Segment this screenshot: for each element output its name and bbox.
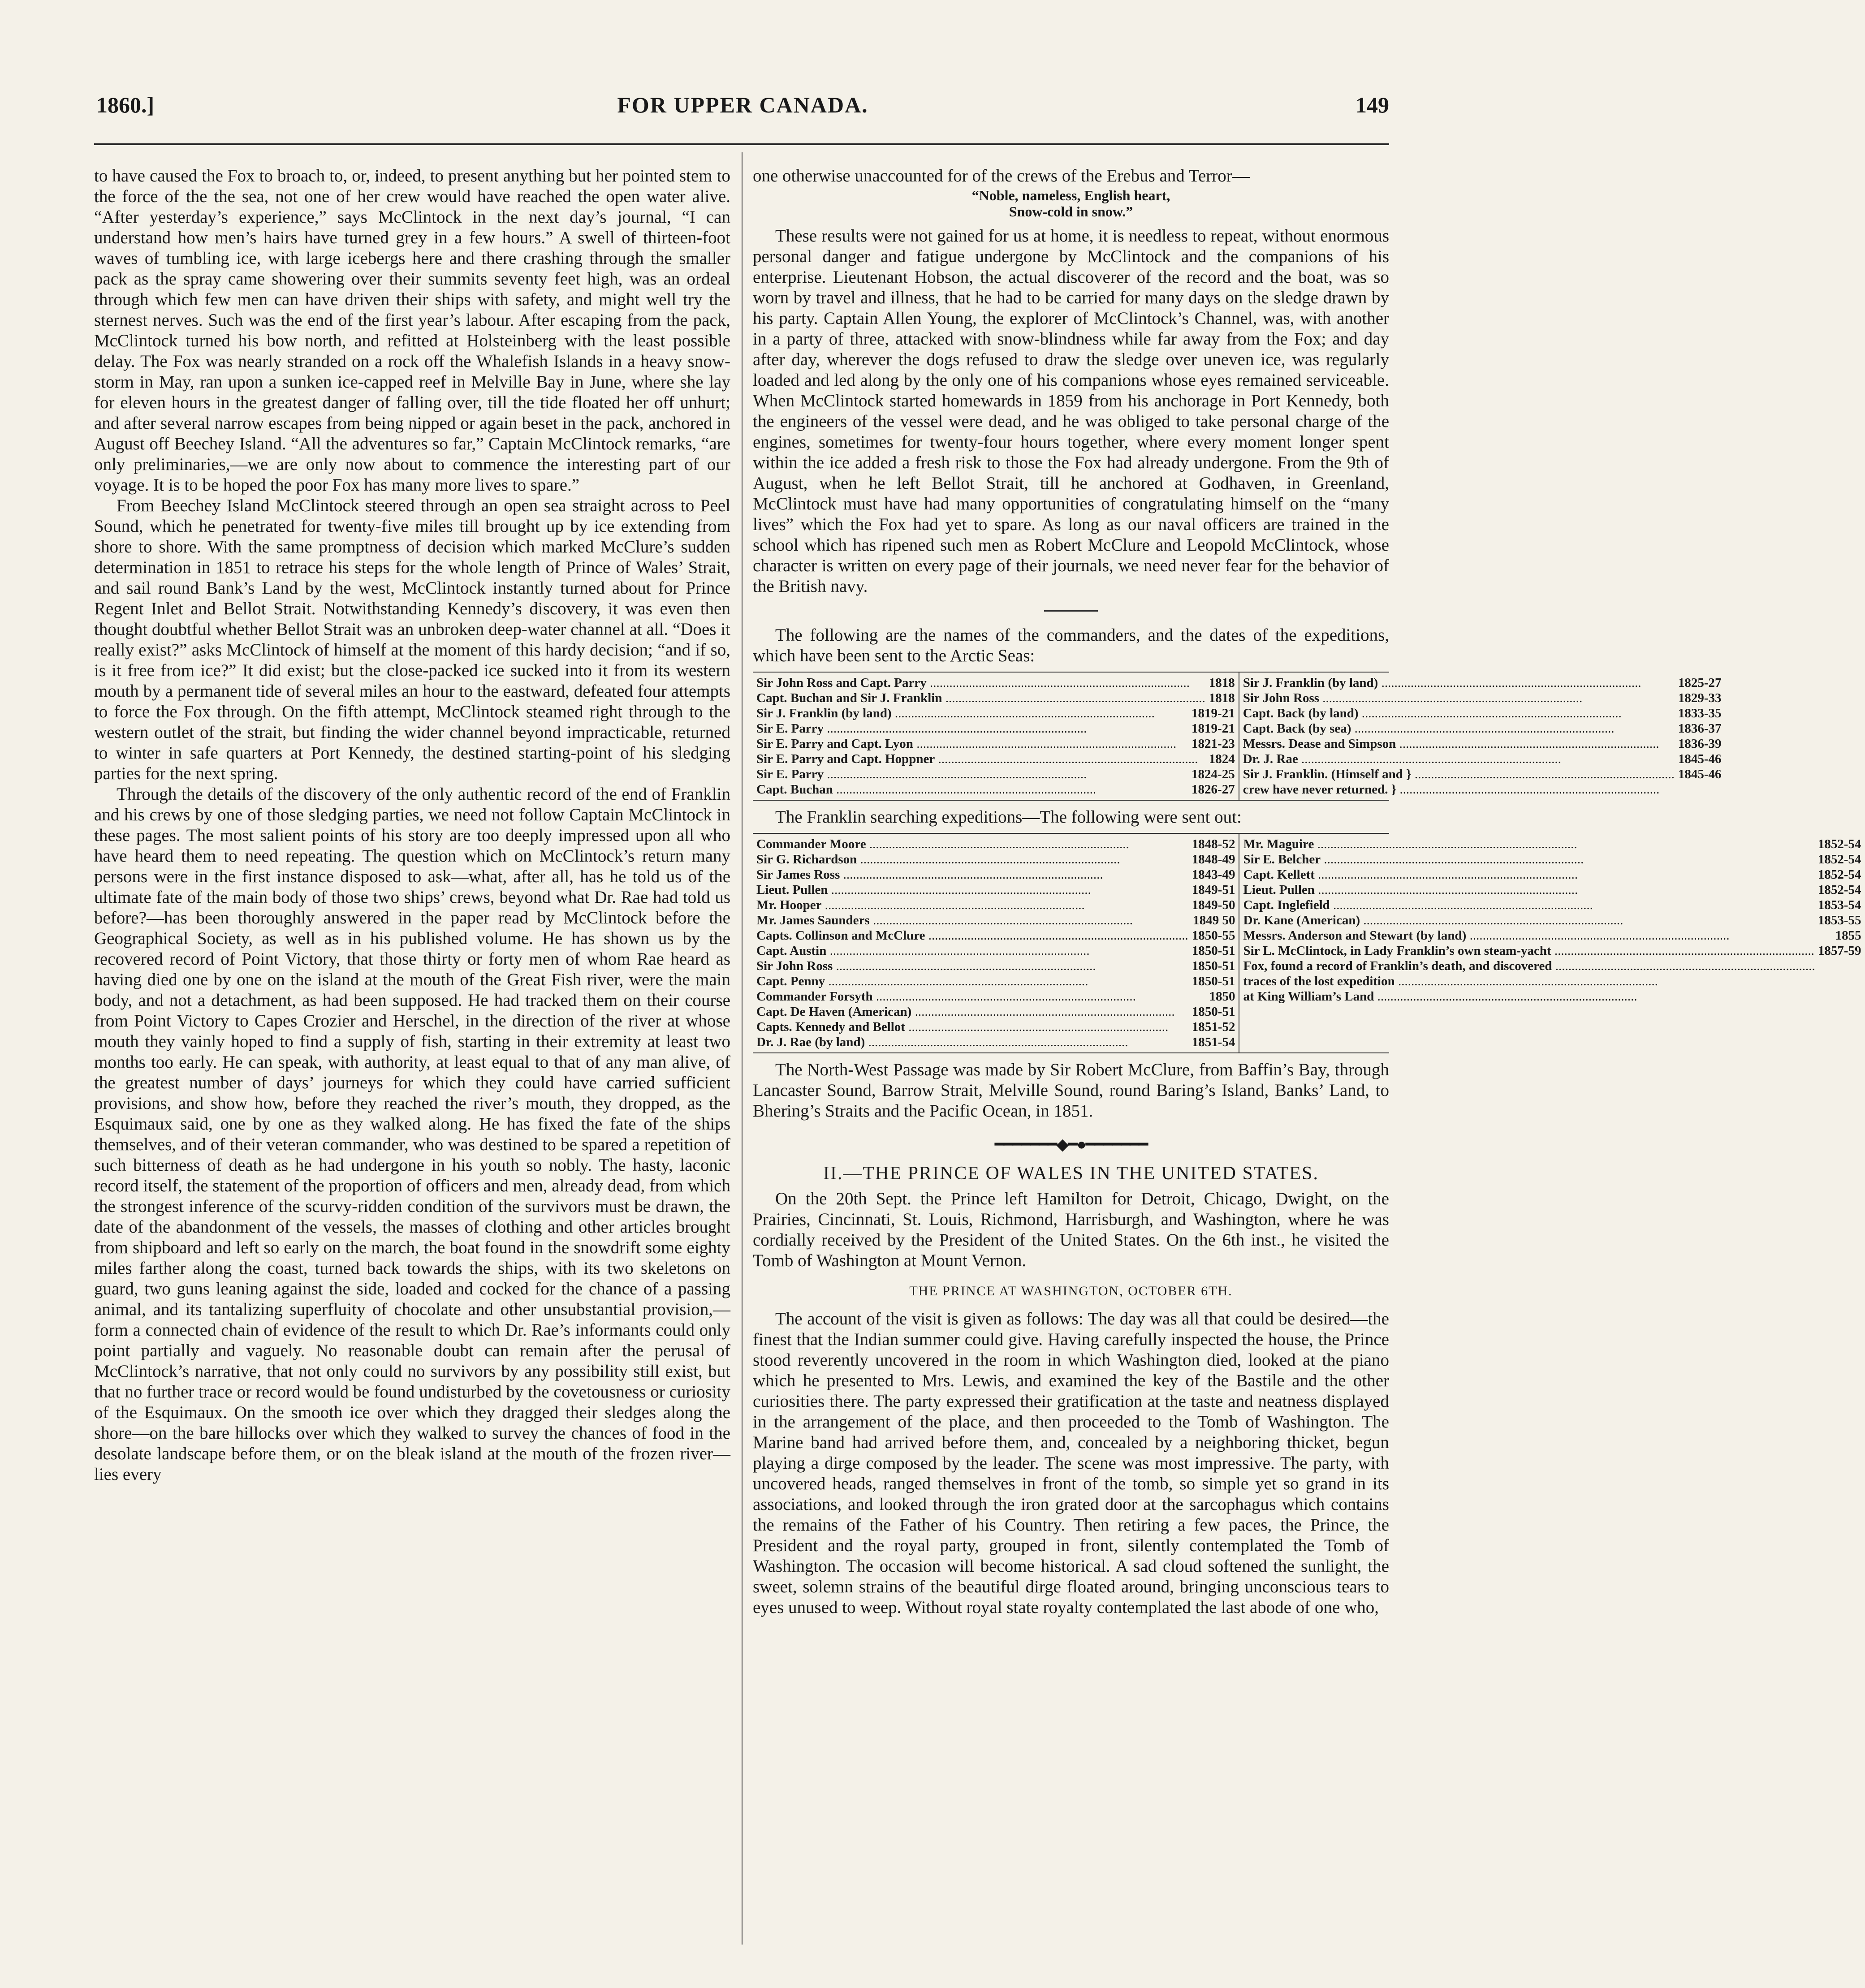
commander-name: Mr. James Saunders .....: [756, 913, 1189, 928]
table-row: [756, 1035, 1235, 1050]
table-column-right: [1239, 834, 1865, 1052]
paragraph-section-intro: On the 20th Sept. the Prince left Hamilton for Detroit, Chicago, Dwight, on the Prairies, Cincinnati, St. Louis, Richmond, Harrisburgh, and Washington, where he was cordially received by the President of the United States. On the 6th inst., he visited the Tomb of Washington at Mount Vernon.: [753, 1189, 1389, 1270]
table-column-right: [1239, 673, 1725, 800]
table-row: [756, 1004, 1235, 1019]
table-row: [756, 751, 1235, 767]
commander-name: Mr. Maguire .....: [1243, 837, 1814, 852]
table-row: [756, 675, 1235, 690]
table-row: [1243, 852, 1861, 867]
commander-name: Sir E. Parry .....: [756, 767, 1188, 782]
commander-name: Sir John Ross and Capt. Parry .....: [756, 675, 1205, 690]
table-row: [1243, 675, 1722, 690]
table-row: [756, 974, 1235, 989]
table-row: [756, 690, 1235, 706]
expedition-years: 1818: [1209, 691, 1235, 705]
expedition-years: 1849-50: [1192, 898, 1235, 912]
table-column-left: [753, 673, 1239, 800]
commander-name: Lieut. Pullen .....: [1243, 882, 1814, 897]
commander-name: Dr. Kane (American) .....: [1243, 913, 1814, 928]
table-row: [1243, 882, 1861, 897]
commander-name: Dr. J. Rae .....: [1243, 751, 1675, 767]
section-heading: II.—THE PRINCE OF WALES IN THE UNITED STATES.: [823, 1163, 1319, 1184]
expedition-years: 1849 50: [1193, 913, 1235, 927]
table-row: [756, 767, 1235, 782]
expedition-years: 1818: [1209, 676, 1235, 690]
expedition-years: 1852-54: [1818, 883, 1861, 897]
commander-name: Sir J. Franklin. (Himself and } .....: [1243, 767, 1675, 782]
column-divider: [742, 152, 743, 1945]
commander-name: Mr. Hooper .....: [756, 897, 1188, 913]
table-row: [756, 782, 1235, 797]
table-row: [756, 837, 1235, 852]
expedition-years: 1848-52: [1192, 837, 1235, 851]
commander-name: Capts. Collinson and McClure .....: [756, 928, 1188, 943]
ornament-divider: ━━━━━━━◆━●━━━━━━━: [994, 1135, 1148, 1153]
header-year: 1860.]: [96, 92, 155, 117]
header-rule: [94, 143, 1389, 145]
expedition-years: 1843-49: [1192, 867, 1235, 882]
table-row: [756, 882, 1235, 897]
expedition-years: 1826-27: [1192, 782, 1235, 797]
table-row: [1243, 958, 1861, 974]
expedition-years: 1848-49: [1192, 852, 1235, 867]
commander-name: Capt. Inglefield .....: [1243, 897, 1814, 913]
table-row: [1243, 989, 1861, 1004]
paragraph-opening: one otherwise unaccounted for of the crews of the Erebus and Terror—: [753, 166, 1250, 185]
commander-name: Capt. Buchan .....: [756, 782, 1188, 797]
expedition-years: 1849-51: [1192, 883, 1235, 897]
commander-name: Sir E. Parry and Capt. Hoppner .....: [756, 751, 1205, 767]
commander-name: Fox, found a record of Franklin’s death, and discovered .....: [1243, 958, 1857, 974]
paragraph-visit: The account of the visit is given as follows: The day was all that could be desired—the finest that the Indian summer could give. Having carefully inspected the house, the Prince stood reverently uncovered in the room in which Washington died, looked at the piano which he presented to Mrs. Lewis, and examined the key of the Bastile and the other curiosities there. The party expressed their gratification at the taste and neatness displayed in the arrangement of the place, and then proceeded to the Tomb of Washington. The Marine band had arrived before them, and, concealed by a neighboring thicket, begun playing a dirge composed by the leader. The scene was most impressive. The party, with uncovered heads, ranged themselves in front of the tomb, so simple yet so grand in its associations, and looked through the iron grated door at the sarcophagus which contains the remains of the Father of his Country. Then retiring a few paces, the Prince, the President and the royal party, grouped in front, silently contemplated the Tomb of Washington. The occasion will become historical. A sad cloud softened the sunlight, the sweet, solemn strains of the beautiful dirge floated around, bringing unconscious tears to eyes unused to weep. Without royal state royalty contemplated the last abode of one who,: [753, 1309, 1389, 1617]
commander-name: Capt. Penny .....: [756, 974, 1188, 989]
expedition-years: [1858, 958, 1861, 974]
table-row: [1243, 867, 1861, 882]
table-row: [756, 928, 1235, 943]
sub-heading: THE PRINCE AT WASHINGTON, OCTOBER 6TH.: [909, 1284, 1233, 1298]
table-row: [1243, 974, 1861, 989]
commander-name: Sir J. Franklin (by land) .....: [1243, 675, 1675, 690]
table-row: [1243, 943, 1861, 958]
commander-name: Sir E. Parry .....: [756, 721, 1188, 736]
table-row: [1243, 706, 1722, 721]
table-row: [756, 897, 1235, 913]
paragraph-northwest-passage: The North-West Passage was made by Sir Robert McClure, from Baffin’s Bay, through Lancaster Sound, Barrow Strait, Melville Sound, round Baring’s Island, Banks’ Land, to Bhering’s Straits and the Pacific Ocean, in 1851.: [753, 1060, 1389, 1121]
header-title: FOR UPPER CANADA.: [617, 92, 868, 117]
expedition-years: 1853-54: [1818, 898, 1861, 912]
commander-name: Sir L. McClintock, in Lady Franklin’s own steam-yacht .....: [1243, 943, 1814, 958]
table-row: [1243, 736, 1722, 751]
commander-name: Capt. Buchan and Sir J. Franklin .....: [756, 690, 1205, 706]
expedition-years: 1821-23: [1192, 737, 1235, 751]
commander-name: Commander Forsyth .....: [756, 989, 1205, 1004]
arctic-expeditions-table: [753, 672, 1722, 801]
paragraph-franklin-record: Through the details of the discovery of the only authentic record of the end of Franklin and his crews by one of those sledging parties, we need not follow Captain McClintock in these pages. The most salient points of his story are too deeply impressed upon all who have heard them to need repeating. The question which on McClintock’s return many persons were in the first instance disposed to ask—what, after all, has he told us of the ultimate fate of the main body of those two ships’ crews, beyond what Dr. Rae had told us before?—has been thoroughly answered in the paper read by McClintock before the Geographical Society, as well as in his published volume. He has shown us by the recovered record of Point Victory, that those thirty or forty men of whom Rae heard as having died one by one on the island at the mouth of the Great Fish river, were the main body, and not a detachment, as had been supposed. He had tracked them on their course from Point Victory to Capes Crozier and Herschel, in the direction of the river at whose mouth they vainly hoped to find a supply of fish, starting in their extremity at least two months too early. He can speak, with authority, at least equal to that of any man alive, of the greatest number of days’ journeys for which they could have carried sufficient provisions, and show how, before they reached the river’s mouth, they dropped, as the Esquimaux said, one by one as they walked along. He has fixed the fate of the ships themselves, and of their veteran commander, who was destined to be spared a repetition of such bitterness of death as he had undergone in his youth so nobly. The hasty, laconic record itself, the statement of the proportion of officers and men, already dead, from which the strongest inference of the scurvy-ridden condition of the survivors must be drawn, the date of the abandonment of the vessels, the masses of clothing and other articles brought from shipboard and left so early on the march, the boat found in the snowdrift some eighty miles farther along the coast, turned back towards the ships, with its two skeletons on guard, two guns leaning against the side, loaded and cocked for the chance of a passing animal, and its tantalizing superfluity of chocolate and other unsubstantial provision,—form a connected chain of evidence of the result to which Dr. Rae’s informants could only point partially and vaguely. No reasonable doubt can remain after the perusal of McClintock’s narrative, that not only could no survivors by any possibility still exist, but that no further trace or record would be found undisturbed by the covetousness or curiosity of the Esquimaux. On the smooth ice over which they dragged their sledges along the shore—on the bare hillocks over which they walked to survey the chances of food in the desolate landscape before them, or on the bleak island at the mouth of the frozen river—lies every: [94, 785, 730, 1484]
expedition-years: 1851-54: [1192, 1035, 1235, 1049]
table-row: [1243, 782, 1722, 797]
commander-name: crew have never returned. } .....: [1243, 782, 1718, 797]
expedition-years: [1718, 782, 1722, 797]
table-row: [1243, 837, 1861, 852]
expedition-years: 1833-35: [1678, 706, 1722, 720]
commander-name: Sir James Ross .....: [756, 867, 1188, 882]
table-row: [1243, 721, 1722, 736]
commander-name: Sir John Ross .....: [1243, 690, 1675, 706]
commander-name: Capt. Austin .....: [756, 943, 1188, 958]
commander-name: traces of the lost expedition .....: [1243, 974, 1857, 989]
table-row: [756, 943, 1235, 958]
expedition-years: 1824-25: [1192, 767, 1235, 781]
commander-name: Messrs. Anderson and Stewart (by land) .....: [1243, 928, 1831, 943]
commander-name: Dr. J. Rae (by land) .....: [756, 1035, 1188, 1050]
table-row: [1243, 690, 1722, 706]
table-row: [756, 867, 1235, 882]
expedition-years: 1850: [1209, 989, 1235, 1004]
expedition-years: 1850-51: [1192, 959, 1235, 973]
verse-line: “Noble, nameless, English heart,: [971, 187, 1170, 203]
arctic-list-intro: The following are the names of the commanders, and the dates of the expeditions, which have been sent to the Arctic Seas:: [753, 625, 1389, 665]
expedition-years: 1850-51: [1192, 974, 1235, 988]
table-row: [1243, 913, 1861, 928]
commander-name: Capt. Kellett .....: [1243, 867, 1814, 882]
commander-name: Sir E. Belcher .....: [1243, 852, 1814, 867]
table-row: [756, 721, 1235, 736]
expedition-years: 1824: [1209, 752, 1235, 766]
expedition-years: 1855: [1835, 928, 1861, 943]
table-row: [756, 852, 1235, 867]
expedition-years: 1829-33: [1678, 691, 1722, 705]
table-row: [1243, 897, 1861, 913]
commander-name: Sir John Ross .....: [756, 958, 1188, 974]
verse-quote: [753, 187, 1389, 220]
expedition-years: 1857-59: [1818, 944, 1861, 958]
commander-name: Sir G. Richardson .....: [756, 852, 1188, 867]
expedition-years: [1858, 989, 1861, 1004]
commander-name: Sir J. Franklin (by land) .....: [756, 706, 1188, 721]
commander-name: Capts. Kennedy and Bellot .....: [756, 1019, 1188, 1035]
expedition-years: 1851-52: [1192, 1020, 1235, 1034]
table-row: [756, 736, 1235, 751]
commander-name: Commander Moore .....: [756, 837, 1188, 852]
search-list-intro: The Franklin searching expeditions—The following were sent out:: [775, 807, 1242, 827]
verse-line: Snow-cold in snow.”: [1009, 203, 1133, 220]
right-column: [753, 166, 1861, 1940]
expedition-years: 1825-27: [1678, 676, 1722, 690]
expedition-years: 1819-21: [1192, 706, 1235, 720]
expedition-years: 1850-51: [1192, 1005, 1235, 1019]
page-header: [96, 92, 1389, 132]
expedition-years: 1853-55: [1818, 913, 1861, 927]
commander-name: Messrs. Dease and Simpson .....: [1243, 736, 1675, 751]
expedition-years: 1852-54: [1818, 852, 1861, 867]
commander-name: Capt. Back (by land) .....: [1243, 706, 1675, 721]
table-row: [756, 706, 1235, 721]
table-row: [756, 989, 1235, 1004]
expedition-years: 1836-39: [1678, 737, 1722, 751]
table-row: [1243, 928, 1861, 943]
expedition-years: 1852-54: [1818, 867, 1861, 882]
expedition-years: 1836-37: [1678, 721, 1722, 736]
expedition-years: 1845-46: [1678, 752, 1722, 766]
expedition-years: 1852-54: [1818, 837, 1861, 851]
paragraph-fox-voyage: to have caused the Fox to broach to, or, indeed, to present anything but her pointed stem to the force of the the sea, not one of her crew would have reached the open water alive. “After yesterday’s experience,” says McClintock in the next day’s journal, “I can understand how men’s hairs have turned grey in a few hours.” A swell of thirteen-foot waves of tumbling ice, with large icebergs here and there crashing through the smaller pack as the spray came showering over their summits seventy feet high, was an ordeal through which few men can have driven their ships with safety, and might well try the sternest nerves. Such was the end of the first year’s labour. After escaping from the pack, McClintock turned his bow north, and refitted at Holsteinberg with the least possible delay. The Fox was nearly stranded on a rock off the Whalefish Islands in a heavy snow-storm in May, ran upon a sunken ice-capped reef in Melville Bay in June, where she lay for eleven hours in the greatest danger of falling over, till the tide floated her off unhurt; and after several narrow escapes from being nipped or again beset in the pack, anchored in August off Beechey Island. “All the adventures so far,” Captain McClintock remarks, “are only preliminaries,—we are only now about to commence the interesting part of our voyage. It is to be hoped the poor Fox has many more lives to spare.”: [94, 166, 730, 495]
expedition-years: 1819-21: [1192, 721, 1235, 736]
paragraph-beechey-island: From Beechey Island McClintock steered through an open sea straight across to Peel Sound, which he penetrated for twenty-five miles till brought up by ice extending from shore to shore. With the same promptness of decision which marked McClure’s sudden determination in 1851 to retrace his steps for the whole length of Prince of Wales’ Strait, and sail round Bank’s Land by the west, McClintock instantly turned about for Prince Regent Inlet and Bellot Strait. Notwithstanding Kennedy’s discovery, it was even then thought doubtful whether Bellot Strait was an unbroken deep-water channel at all. “Does it really exist?” asks McClintock of himself at the moment of this hardy decision; “and if so, is it free from ice?” It did exist; but the close-packed ice sucked into it from its western mouth by a permanent tide of several miles an hour to the eastward, defeated four attempts to force the Fox through. On the fifth attempt, McClintock steamed right through to the western outlet of the strait, but finding the wider channel beyond impracticable, returned to winter in safe quarters at Port Kennedy, the destined starting-point of his sledging parties for the next spring.: [94, 496, 730, 783]
expedition-years: [1858, 974, 1861, 989]
commander-name: Sir E. Parry and Capt. Lyon .....: [756, 736, 1188, 751]
table-row: [1243, 767, 1722, 782]
expedition-years: 1845-46: [1678, 767, 1722, 781]
expedition-years: 1850-51: [1192, 944, 1235, 958]
page-number: 149: [1356, 92, 1389, 117]
search-expeditions-table: [753, 833, 1861, 1053]
commander-name: Capt. De Haven (American) .....: [756, 1004, 1188, 1019]
left-column: [94, 166, 730, 1940]
table-row: [756, 913, 1235, 928]
expedition-years: 1850-55: [1192, 928, 1235, 943]
table-row: [756, 1019, 1235, 1035]
table-column-left: [753, 834, 1239, 1052]
paragraph-results: These results were not gained for us at home, it is needless to repeat, without enormous personal danger and fatigue undergone by McClintock and the companions of his enterprise. Lieutenant Hobson, the actual discoverer of the record and the boat, was so worn by travel and illness, that he had to be carried for many days on the sledge drawn by his party. Captain Allen Young, the explorer of McClintock’s Channel, was, with another in a party of three, attacked with snow-blindness while far away from the Fox; and day after day, wherever the dogs refused to draw the sledge over uneven ice, was regularly loaded and led along by the only one of his companions whose eyes remained serviceable. When McClintock started homewards in 1859 from his anchorage in Port Kennedy, both the engineers of the vessel were dead, and he was obliged to take personal charge of the engines, sometimes for twenty-four hours together, where every moment longer spent within the ice added a fresh risk to those the Fox had already undergone. From the 9th of August, when he left Bellot Strait, till he anchored at Godhaven, in Greenland, McClintock must have had many opportunities of congratulating himself on the “many lives” which the Fox had yet to spare. As long as our naval officers are trained in the school which has ripened such men as Robert McClure and Leopold McClintock, whose character is written on every page of their journals, we need never fear for the behavior of the British navy.: [753, 226, 1389, 596]
table-row: [756, 958, 1235, 974]
commander-name: Lieut. Pullen .....: [756, 882, 1188, 897]
section-divider: [1044, 610, 1098, 612]
commander-name: Capt. Back (by sea) .....: [1243, 721, 1675, 736]
commander-name: at King William’s Land .....: [1243, 989, 1857, 1004]
table-row: [1243, 751, 1722, 767]
